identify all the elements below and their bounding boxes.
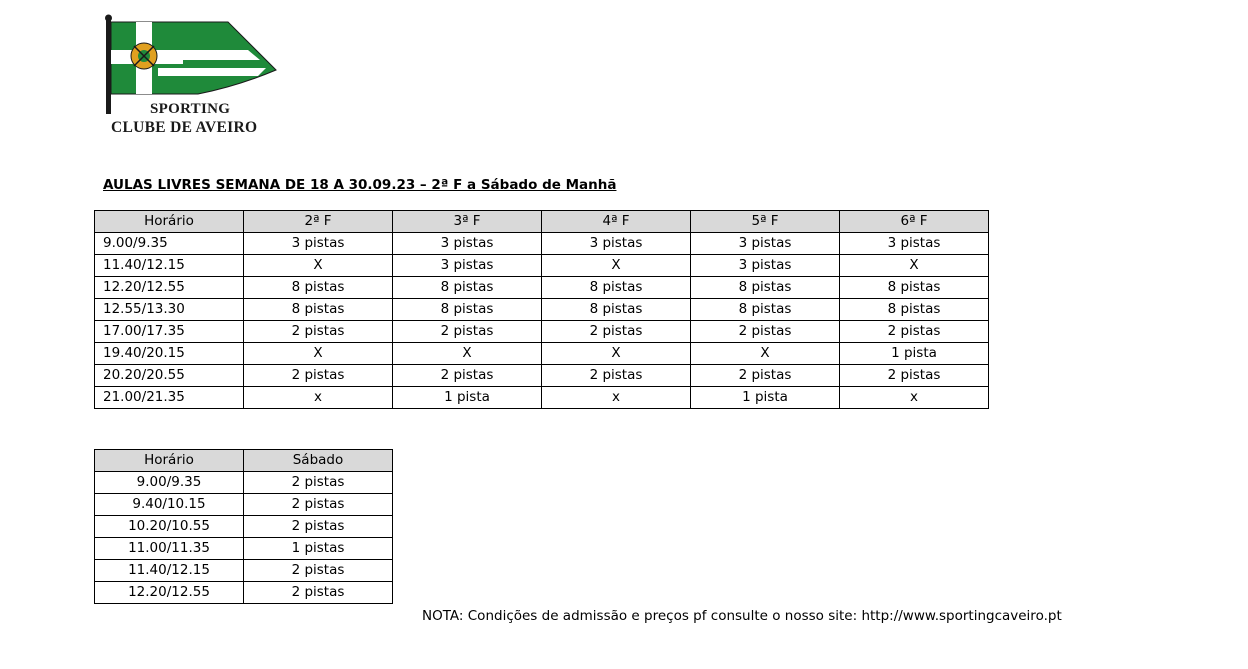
table-cell: 2 pistas — [542, 321, 691, 343]
table-cell: 8 pistas — [393, 277, 542, 299]
time-cell: 21.00/21.35 — [95, 387, 244, 409]
table-cell: X — [542, 255, 691, 277]
table-row — [95, 233, 989, 255]
table-row — [95, 516, 393, 538]
table-row — [95, 538, 393, 560]
table-cell: 8 pistas — [393, 299, 542, 321]
time-cell: 11.40/12.15 — [95, 560, 244, 582]
saturday-schedule-table — [94, 449, 393, 604]
table-cell: x — [542, 387, 691, 409]
table-cell: 2 pistas — [244, 321, 393, 343]
time-cell: 12.20/12.55 — [95, 582, 244, 604]
table-cell: 2 pistas — [244, 365, 393, 387]
table-cell: 2 pistas — [691, 365, 840, 387]
table-cell: 3 pistas — [691, 255, 840, 277]
header-cell: 6ª F — [840, 211, 989, 233]
footer-note: NOTA: Condições de admissão e preços pf consulte o nosso site: http://www.sportingcaveiro.pt — [422, 608, 1062, 624]
table-cell: 3 pistas — [840, 233, 989, 255]
table-cell: 3 pistas — [393, 233, 542, 255]
table-row — [95, 472, 393, 494]
table-cell: 3 pistas — [393, 255, 542, 277]
table-row — [95, 321, 989, 343]
header-cell: 4ª F — [542, 211, 691, 233]
time-cell: 9.00/9.35 — [95, 233, 244, 255]
table-cell: 2 pistas — [691, 321, 840, 343]
time-cell: 12.20/12.55 — [95, 277, 244, 299]
header-cell: Sábado — [244, 450, 393, 472]
table-cell: 2 pistas — [840, 321, 989, 343]
table-cell: 2 pistas — [244, 560, 393, 582]
table-cell: 2 pistas — [244, 472, 393, 494]
table-cell: x — [244, 387, 393, 409]
time-cell: 10.20/10.55 — [95, 516, 244, 538]
table-cell: 3 pistas — [244, 233, 393, 255]
table-cell: X — [840, 255, 989, 277]
table-cell: 8 pistas — [542, 299, 691, 321]
table-cell: X — [244, 255, 393, 277]
table-cell: 3 pistas — [691, 233, 840, 255]
table-cell: 8 pistas — [840, 277, 989, 299]
weekly-schedule-table — [94, 210, 989, 409]
header-cell: 3ª F — [393, 211, 542, 233]
table-cell: 2 pistas — [393, 321, 542, 343]
table-row — [95, 494, 393, 516]
header-cell: Horário — [95, 211, 244, 233]
time-cell: 9.40/10.15 — [95, 494, 244, 516]
table-cell: X — [691, 343, 840, 365]
table-row — [95, 387, 989, 409]
time-cell: 9.00/9.35 — [95, 472, 244, 494]
table-header-row — [95, 450, 393, 472]
table-row — [95, 582, 393, 604]
table-row — [95, 255, 989, 277]
table-row — [95, 560, 393, 582]
logo-text-line1: SPORTING — [150, 101, 231, 117]
club-flag-emblem — [98, 14, 288, 114]
table-cell: 1 pista — [393, 387, 542, 409]
table-cell: X — [542, 343, 691, 365]
club-logo — [98, 14, 288, 140]
table-row — [95, 365, 989, 387]
header-cell: 5ª F — [691, 211, 840, 233]
table-cell: 8 pistas — [691, 277, 840, 299]
table-cell: 1 pistas — [244, 538, 393, 560]
table-cell: X — [393, 343, 542, 365]
table-cell: 1 pista — [691, 387, 840, 409]
time-cell: 20.20/20.55 — [95, 365, 244, 387]
time-cell: 11.00/11.35 — [95, 538, 244, 560]
time-cell: 19.40/20.15 — [95, 343, 244, 365]
table-cell: X — [244, 343, 393, 365]
table-row — [95, 343, 989, 365]
table-row — [95, 277, 989, 299]
table-header-row — [95, 211, 989, 233]
table-row — [95, 299, 989, 321]
table-cell: 2 pistas — [542, 365, 691, 387]
table-cell: x — [840, 387, 989, 409]
table-cell: 2 pistas — [244, 516, 393, 538]
table-cell: 3 pistas — [542, 233, 691, 255]
header-cell: 2ª F — [244, 211, 393, 233]
table-cell: 2 pistas — [840, 365, 989, 387]
table-cell: 2 pistas — [393, 365, 542, 387]
document-title: AULAS LIVRES SEMANA DE 18 A 30.09.23 – 2ª F a Sábado de Manhã — [103, 177, 617, 193]
table-cell: 8 pistas — [840, 299, 989, 321]
time-cell: 17.00/17.35 — [95, 321, 244, 343]
time-cell: 11.40/12.15 — [95, 255, 244, 277]
table-cell: 8 pistas — [691, 299, 840, 321]
table-cell: 8 pistas — [244, 277, 393, 299]
header-cell: Horário — [95, 450, 244, 472]
table-cell: 8 pistas — [542, 277, 691, 299]
table-cell: 8 pistas — [244, 299, 393, 321]
table-cell: 2 pistas — [244, 494, 393, 516]
logo-text-line2: CLUBE DE AVEIRO — [111, 119, 258, 136]
table-cell: 1 pista — [840, 343, 989, 365]
time-cell: 12.55/13.30 — [95, 299, 244, 321]
table-cell: 2 pistas — [244, 582, 393, 604]
